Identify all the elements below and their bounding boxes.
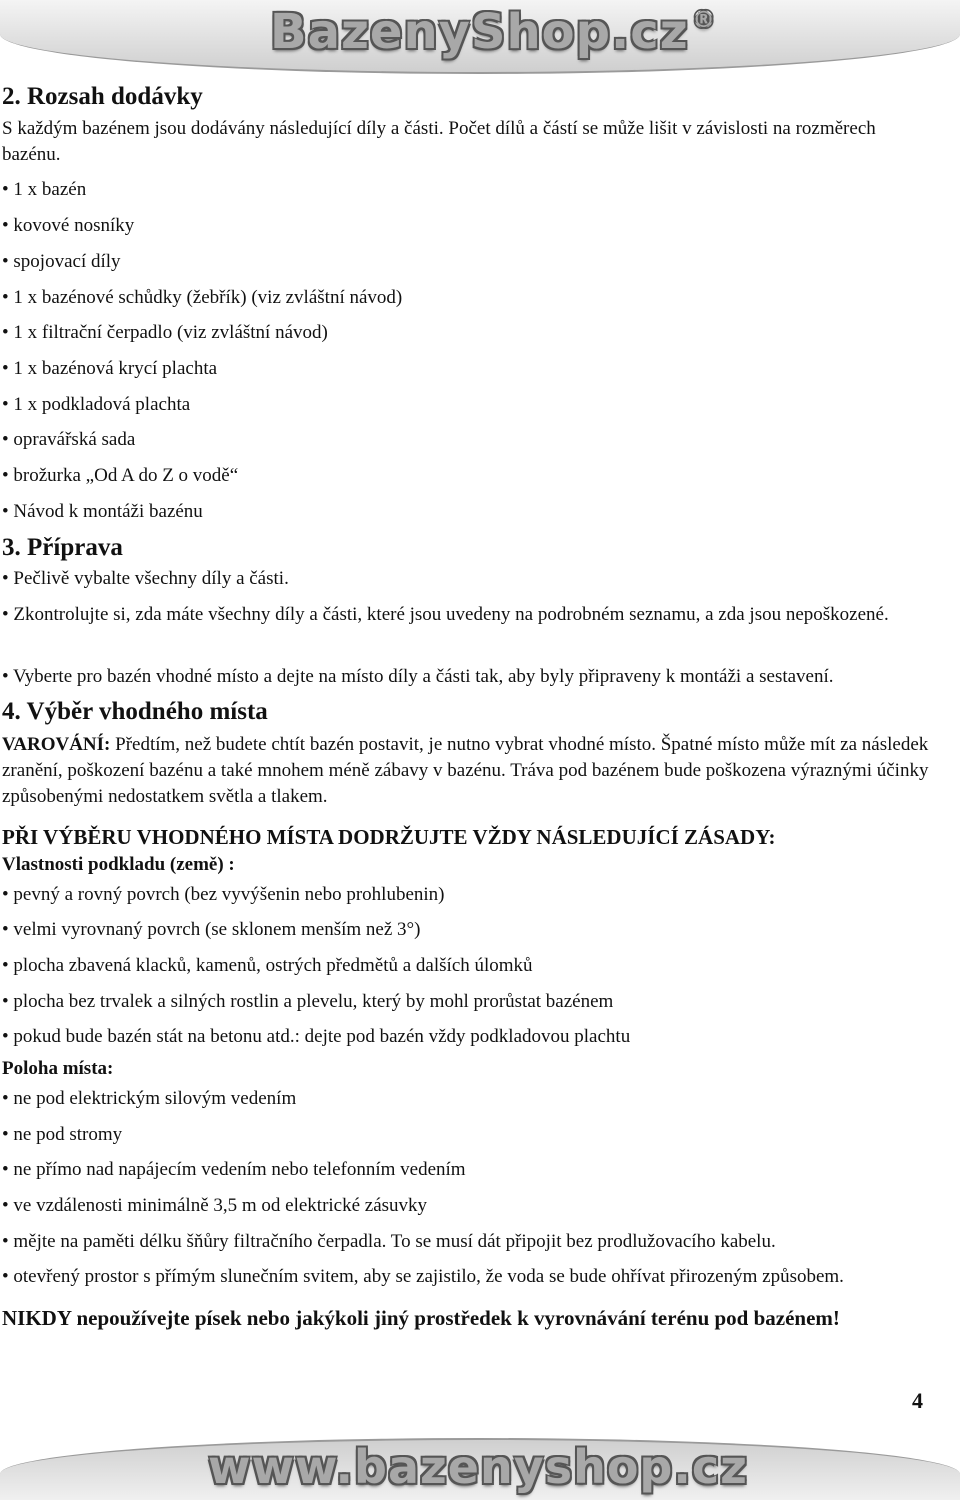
preparation-item: • Vyberte pro bazén vhodné místo a dejte na místo díly a části tak, aby byly připraveny k montáži a sestavení. <box>2 666 834 687</box>
warning-text: Předtím, než budete chtít bazén postavit, je nutno vybrat vhodné místo. Špatné místo může mít za následek zranění, poškození bazénu a také mnohem méně zábavy v bazénu. Tráva pod bazénem bude poškozena výraznými účinky způsobenými nedostatkem světla a tlakem. <box>2 734 929 807</box>
ground-item: • pevný a rovný povrch (bez vyvýšenin nebo prohlubenin) <box>2 884 445 905</box>
preparation-item: • Zkontrolujte si, zda máte všechny díly a části, které jsou uvedeny na podrobném seznamu, a zda jsou nepoškozené. <box>2 604 889 625</box>
ground-item: • pokud bude bazén stát na betonu atd.: dejte pod bazén vždy podkladovou plachtu <box>2 1026 631 1047</box>
section-4-heading: 4. Výběr vhodného místa <box>2 698 268 725</box>
supply-item: • brožurka „Od A do Z o vodě“ <box>2 465 239 486</box>
location-heading: Poloha místa: <box>2 1058 114 1079</box>
location-item: • ne pod elektrickým silovým vedením <box>2 1088 297 1109</box>
supply-item: • 1 x bazén <box>2 179 87 200</box>
supply-item: • opravářská sada <box>2 429 136 450</box>
location-item: • ve vzdálenosti minimálně 3,5 m od elektrické zásuvky <box>2 1195 428 1216</box>
supply-item: • kovové nosníky <box>2 215 135 236</box>
supply-item: • spojovací díly <box>2 251 121 272</box>
footer-url: www.bazenyshop.cz <box>208 1440 748 1494</box>
supply-item: • Návod k montáži bazénu <box>2 501 203 522</box>
location-item: • ne přímo nad napájecím vedením nebo telefonním vedením <box>2 1159 466 1180</box>
warning-paragraph <box>2 732 937 810</box>
section-2-heading: 2. Rozsah dodávky <box>2 83 203 110</box>
rules-heading: PŘI VÝBĚRU VHODNÉHO MÍSTA DODRŽUJTE VŽDY NÁSLEDUJÍCÍ ZÁSADY: <box>2 825 776 849</box>
supply-item: • 1 x bazénová krycí plachta <box>2 358 218 379</box>
page-number: 4 <box>912 1388 923 1413</box>
supply-item: • 1 x podkladová plachta <box>2 394 191 415</box>
ground-item: • plocha bez trvalek a silných rostlin a plevelu, který by mohl prorůstat bazénem <box>2 991 614 1012</box>
ground-item: • velmi vyrovnaný povrch (se sklonem menším než 3°) <box>2 919 421 940</box>
location-item: • mějte na paměti délku šňůry filtračního čerpadla. To se musí dát připojit bez prodlužovacího kabelu. <box>2 1231 776 1252</box>
location-item: • ne pod stromy <box>2 1124 123 1145</box>
ground-heading: Vlastnosti podkladu (země) : <box>2 854 235 875</box>
preparation-item: • Pečlivě vybalte všechny díly a části. <box>2 568 289 589</box>
registered-mark: ® <box>692 8 716 33</box>
warning-label: VAROVÁNÍ: <box>2 734 111 755</box>
supply-item: • 1 x filtrační čerpadlo (viz zvláštní návod) <box>2 322 328 343</box>
never-note: NIKDY nepoužívejte písek nebo jakýkoli jiný prostředek k vyrovnávání terénu pod bazénem! <box>2 1306 840 1330</box>
brand-logo-text: BazenyShop.cz <box>270 4 689 60</box>
supply-item: • 1 x bazénové schůdky (žebřík) (viz zvláštní návod) <box>2 287 403 308</box>
location-item: • otevřený prostor s přímým slunečním svitem, aby se zajistilo, že voda se bude ohřívat přirozeným způsobem. <box>2 1266 844 1287</box>
brand-logo <box>270 4 716 60</box>
section-3-heading: 3. Příprava <box>2 534 123 561</box>
ground-item: • plocha zbavená klacků, kamenů, ostrých předmětů a dalších úlomků <box>2 955 533 976</box>
section-2-intro: S každým bazénem jsou dodávány následující díly a části. Počet dílů a částí se může lišit v závislosti na rozměrech bazénu. <box>2 118 876 165</box>
